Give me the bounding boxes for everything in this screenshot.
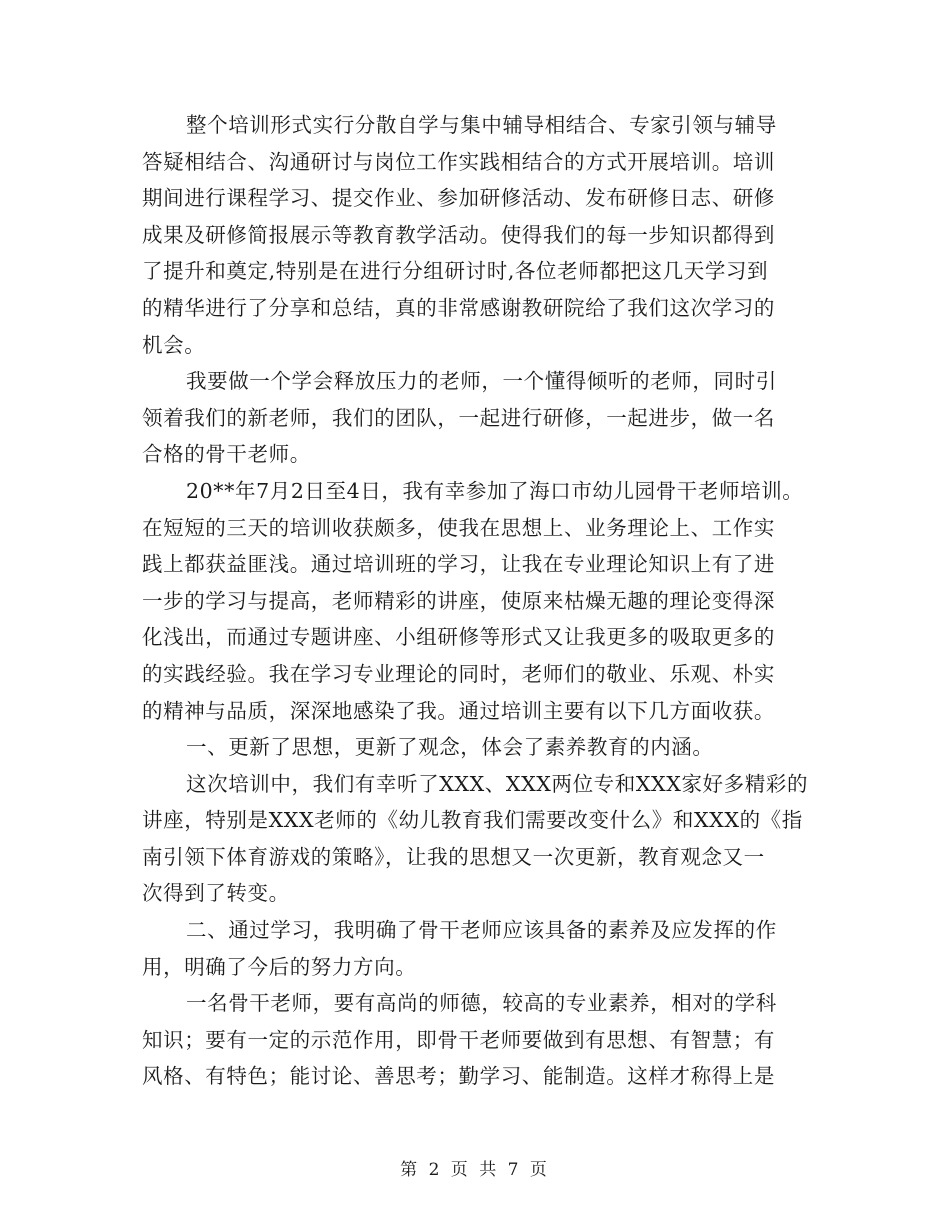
text-line: 南引领下体育游戏的策略》，让我的思想又一次更新，教育观念又一 — [142, 844, 765, 869]
text-line: 成果及研修简报展示等教育教学活动。使得我们的每一步知识都得到 — [142, 222, 775, 247]
document-body — [142, 107, 822, 1095]
text-line: 在短短的三天的培训收获颇多，使我在思想上、业务理论上、工作实 — [142, 515, 775, 540]
text-line: 用，明确了今后的努力方向。 — [142, 954, 417, 979]
text-line: 合格的骨干老师。 — [142, 442, 311, 467]
text-line: 知识；要有一定的示范作用，即骨干老师要做到有思想、有智慧；有 — [142, 1027, 775, 1052]
text-line: 的精神与品质，深深地感染了我。通过培训主要有以下几方面收获。 — [142, 698, 775, 723]
text-line: 整个培训形式实行分散自学与集中辅导相结合、专家引领与辅导 — [186, 113, 777, 137]
text-line: 机会。 — [142, 332, 206, 357]
text-line: 期间进行课程学习、提交作业、参加研修活动、发布研修日志、研修 — [142, 186, 775, 211]
text-line: 一、更新了思想，更新了观念，体会了素养教育的内涵。 — [186, 735, 714, 760]
text-line: 了提升和奠定,特别是在进行分组研讨时,各位老师都把这几天学习到 — [142, 259, 769, 284]
text-line: 二、通过学习，我明确了骨干老师应该具备的素养及应发挥的作 — [186, 918, 777, 943]
text-line: 一步的学习与提高，老师精彩的讲座，使原来枯燥无趣的理论变得深 — [142, 588, 775, 613]
text-line: 践上都获益匪浅。通过培训班的学习，让我在专业理论知识上有了进 — [142, 552, 775, 577]
text-line: 答疑相结合、沟通研讨与岗位工作实践相结合的方式开展培训。培训 — [142, 149, 775, 174]
text-line: 风格、有特色；能讨论、善思考；勤学习、能制造。这样才称得上是 — [142, 1064, 775, 1089]
text-line: 20**年7月2日至4日，我有幸参加了海口市幼儿园骨干老师培训。 — [186, 478, 804, 503]
page-footer: 第 2 页 共 7 页 — [400, 1160, 550, 1180]
text-line: 这次培训中，我们有幸听了XXX、XXX两位专和XXX家好多精彩的 — [186, 771, 809, 796]
text-line: 讲座，特别是XXX老师的《幼儿教育我们需要改变什么》和XXX的《指 — [142, 808, 803, 833]
text-line: 的精华进行了分享和总结，真的非常感谢教研院给了我们这次学习的 — [142, 295, 775, 320]
text-line: 化浅出，而通过专题讲座、小组研修等形式又让我更多的吸取更多的 — [142, 625, 775, 650]
text-line: 领着我们的新老师，我们的团队，一起进行研修，一起进步，做一名 — [142, 405, 775, 430]
text-line: 一名骨干老师，要有高尚的师德，较高的专业素养，相对的学科 — [186, 991, 777, 1016]
text-line: 的实践经验。我在学习专业理论的同时，老师们的敬业、乐观、朴实 — [142, 661, 775, 686]
text-line: 我要做一个学会释放压力的老师，一个懂得倾听的老师，同时引 — [186, 369, 777, 394]
text-line: 次得到了转变。 — [142, 881, 290, 906]
